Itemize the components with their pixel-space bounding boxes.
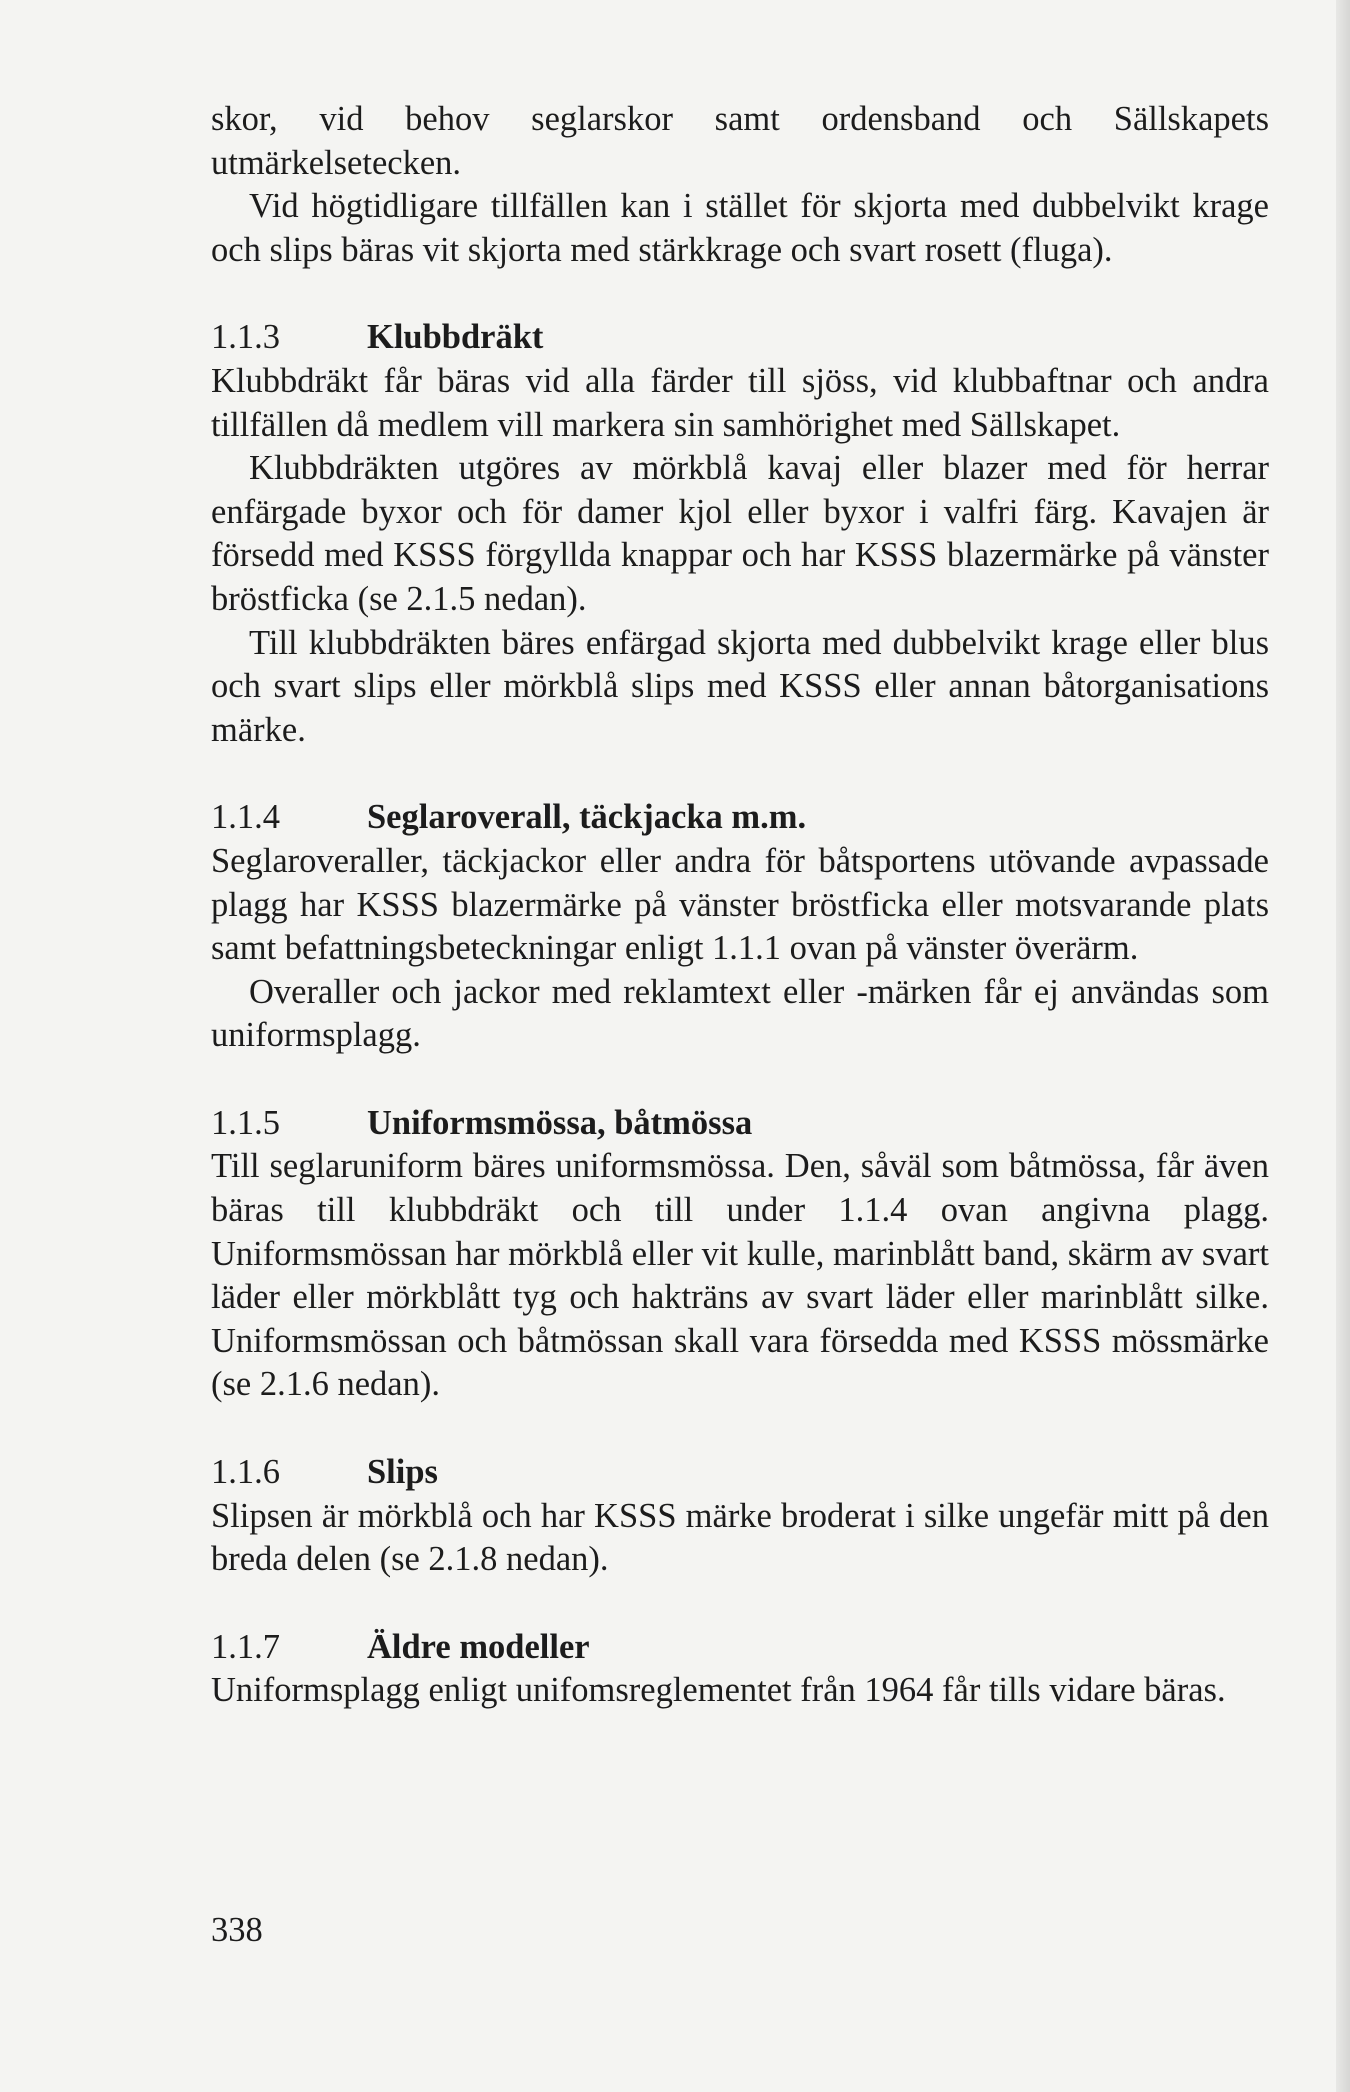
paragraph: Till seglaruniform bäres uniformsmössa. Den, såväl som båtmössa, får även bäras till klubbdräkt och till under 1.1.4 ovan angivna plagg. Uniformsmössan har mörkblå eller vit kulle, marinblått band, skärm av svart läder eller mörkblått tyg och hakträns av svart läder eller marinblått silke. Uniformsmössan och båtmössan skall vara försedda med KSSS mössmärke (se 2.1.6 nedan). xyxy=(211,1147,1269,1404)
section-number: 1.1.5 xyxy=(211,1103,280,1142)
paragraph: Slipsen är mörkblå och har KSSS märke broderat i silke ungefär mitt på den breda delen (se 2.1.8 nedan). xyxy=(211,1496,1269,1579)
intro-paragraph-1: skor, vid behov seglarskor samt ordensband och Sällskapets utmärkelsetecken. xyxy=(211,100,1269,182)
page-edge-shadow xyxy=(1336,0,1350,2092)
section-heading xyxy=(211,1626,1269,1670)
paragraph: Klubbdräkten utgöres av mörkblå kavaj eller blazer med för herrar enfärgade byxor och för damer kjol eller byxor i valfri färg. Kavajen är försedd med KSSS förgyllda knappar och har KSSS blazermärke på vänster bröstficka (se 2.1.5 nedan). xyxy=(211,449,1269,618)
section-number: 1.1.7 xyxy=(211,1627,280,1666)
intro-paragraph-2: Vid högtidligare tillfällen kan i stället för skjorta med dubbelvikt krage och slips bäras vit skjorta med stärkkrage och svart rosett (fluga). xyxy=(211,187,1269,269)
page-number: 338 xyxy=(211,1911,263,1949)
paragraph: Till klubbdräkten bäres enfärgad skjorta med dubbelvikt krage eller blus och svart slips eller mörkblå slips med KSSS eller annan båtorganisations märke. xyxy=(211,623,1269,749)
section-1-1-5 xyxy=(211,1102,1269,1407)
paragraph: Uniformsplagg enligt unifomsreglementet från 1964 får tills vidare bäras. xyxy=(211,1671,1226,1710)
section-title: Slips xyxy=(367,1453,438,1492)
section-1-1-4 xyxy=(211,796,1269,1058)
section-heading xyxy=(211,1451,1269,1495)
section-number: 1.1.6 xyxy=(211,1453,280,1492)
paragraph: Klubbdräkt får bäras vid alla färder till sjöss, vid klubbaftnar och andra tillfällen då medlem vill markera sin samhörighet med Sällskapet. xyxy=(211,361,1269,444)
section-title: Uniformsmössa, båtmössa xyxy=(367,1103,753,1142)
section-number: 1.1.4 xyxy=(211,798,280,837)
section-heading xyxy=(211,1102,1269,1146)
section-1-1-7 xyxy=(211,1626,1269,1713)
section-heading xyxy=(211,796,1269,840)
section-heading xyxy=(211,316,1269,360)
section-title: Seglaroverall, täckjacka m.m. xyxy=(367,798,807,837)
section-title: Äldre modeller xyxy=(367,1627,590,1666)
section-number: 1.1.3 xyxy=(211,318,280,357)
body-text xyxy=(211,98,1269,1713)
paragraph: Seglaroveraller, täckjackor eller andra för båtsportens utövande avpassade plagg har KSSS blazermärke på vänster bröstficka eller motsvarande plats samt befattningsbeteckningar enligt 1.1.1 ovan på vänster överärm. xyxy=(211,841,1269,968)
section-1-1-6 xyxy=(211,1451,1269,1582)
section-1-1-3 xyxy=(211,316,1269,752)
section-title: Klubbdräkt xyxy=(367,318,544,357)
paragraph: Overaller och jackor med reklamtext eller -märken får ej användas som uniformsplagg. xyxy=(211,972,1269,1055)
